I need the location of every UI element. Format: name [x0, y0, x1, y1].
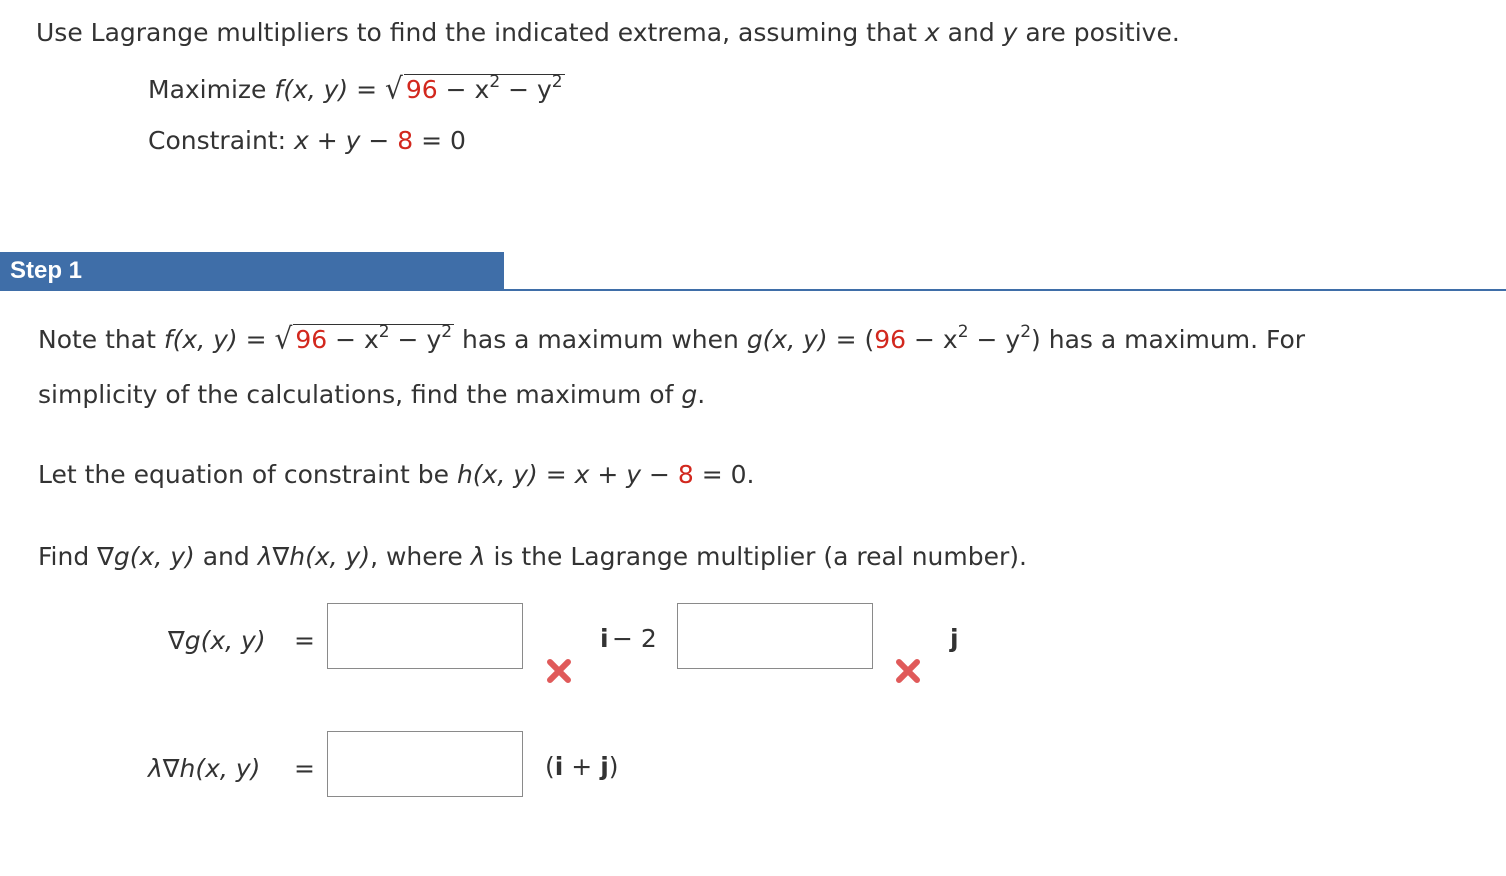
- constraint-equation: Let the equation of constraint be h(x, y) = x + y − 8 = 0.: [38, 460, 755, 489]
- minus-two: − 2: [612, 624, 657, 653]
- radical: [274, 322, 454, 358]
- note-line-1: Note that f(x, y) = √ $96 - x^2 - y^2$ has a maximum when g(x, $y) = (96 - x^2 - y^2)$ has a maximum. For: [38, 322, 1305, 358]
- sqrt-symbol: √: [385, 71, 403, 106]
- grad-g-i-component-input[interactable]: [327, 603, 523, 669]
- constraint-line: Constraint: x + y − 8 = 0: [148, 126, 466, 155]
- maximize-line: Maximize f(x, y) = √ $96 - x^2 - y^2$: [148, 72, 565, 108]
- sqrt-symbol: √: [274, 321, 293, 356]
- incorrect-mark-icon: [894, 657, 922, 685]
- radicand: $96 - x^2 - y^2$: [293, 324, 454, 358]
- j-unit-vector: j: [950, 624, 959, 653]
- step-banner: Step 1: [0, 252, 504, 290]
- find-prompt: Find ∇g(x, y) and λ∇h(x, y), where λ is the Lagrange multiplier (a real number).: [38, 542, 1027, 571]
- grad-g-j-component-input[interactable]: [677, 603, 873, 669]
- grad-g-label: ∇g(x, y): [168, 626, 266, 655]
- lambda-input[interactable]: [327, 731, 523, 797]
- lambda-grad-h-equals: =: [294, 754, 315, 783]
- i-plus-j-suffix: (i + j): [545, 752, 619, 781]
- step-divider: [0, 289, 1506, 291]
- radical: [385, 72, 565, 108]
- i-unit-vector: i: [600, 624, 609, 653]
- note-line-2: simplicity of the calculations, find the maximum of g.: [38, 380, 706, 409]
- lambda-grad-h-label: λ∇h(x, y): [148, 754, 261, 783]
- incorrect-mark-icon: [545, 657, 573, 685]
- problem-instruction: Use Lagrange multipliers to find the indicated extrema, assuming that x and y are positive.: [36, 18, 1180, 47]
- radicand: $96 - x^2 - y^2$: [404, 74, 565, 108]
- grad-g-equals: =: [294, 626, 315, 655]
